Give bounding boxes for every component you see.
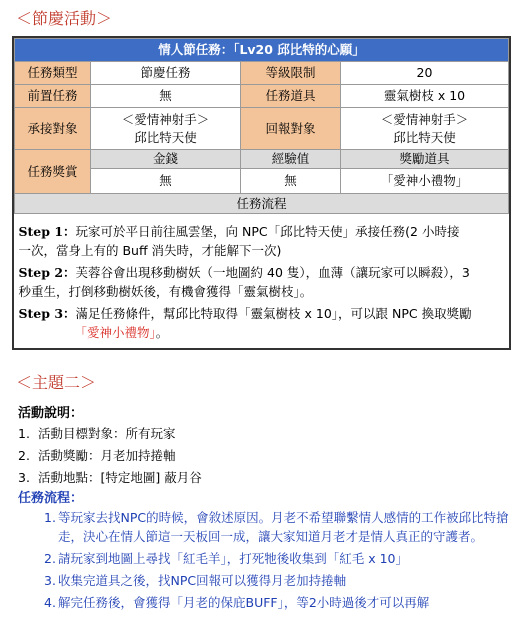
step-1-line1 bbox=[19, 222, 460, 241]
list-number: 2. bbox=[18, 448, 30, 463]
step-1-line2: 一次，當身上有的 Buff 消失時，才能解下一次) bbox=[18, 243, 282, 258]
report-value bbox=[341, 108, 509, 150]
list-number: 3. bbox=[44, 573, 56, 588]
list-item bbox=[18, 423, 202, 445]
step-1-text: 玩家可於平日前往風雲堡，向 NPC「邱比特天使」承接任務(2 小時接 bbox=[75, 224, 460, 239]
list-item bbox=[18, 467, 202, 489]
section-title-festival: ＜節慶活動＞ bbox=[16, 9, 113, 28]
accept-value-line1: ＜愛情神射手＞ bbox=[121, 111, 210, 127]
money-value: 無 bbox=[91, 169, 241, 194]
step-3-tag: Step 3： bbox=[18, 306, 76, 321]
list-item bbox=[18, 445, 202, 467]
list-number: 2. bbox=[44, 551, 56, 566]
list-number: 1. bbox=[18, 426, 30, 441]
activity-description-list bbox=[18, 423, 202, 489]
steps-block bbox=[15, 214, 509, 348]
list-text: 等玩家去找NPC的時候，會敘述原因。月老不希望聯繫情人感情的工作被邱比特搶走，決心在情人節這一天板回一成，讓大家知道月老才是情人真正的守護者。 bbox=[58, 510, 509, 544]
list-item bbox=[44, 508, 510, 546]
quest-table bbox=[12, 36, 511, 350]
report-label: 回報對象 bbox=[241, 108, 341, 150]
prereq-value: 無 bbox=[91, 85, 241, 108]
type-value: 節慶任務 bbox=[91, 62, 241, 85]
list-text: 解完任務後，會獲得「月老的保庇BUFF」，等2小時過後才可以再解 bbox=[58, 595, 430, 610]
accept-value-line2: 邱比特天使 bbox=[134, 129, 197, 145]
list-number: 1. bbox=[44, 510, 56, 525]
list-number: 4. bbox=[44, 595, 56, 610]
exp-label: 經驗值 bbox=[241, 150, 341, 169]
bonus-value: 「愛神小禮物」 bbox=[341, 169, 509, 194]
step-2-line2: 秒重生，打倒移動樹妖後，有機會獲得「靈氣樹枝」。 bbox=[18, 284, 313, 299]
level-value: 20 bbox=[341, 62, 509, 85]
item-label: 任務道具 bbox=[241, 85, 341, 108]
exp-value: 無 bbox=[241, 169, 341, 194]
report-value-line1: ＜愛情神射手＞ bbox=[380, 111, 469, 127]
list-item bbox=[44, 593, 510, 612]
level-label: 等級限制 bbox=[241, 62, 341, 85]
reward-label: 任務獎賞 bbox=[15, 150, 91, 194]
list-text: 活動地點：[特定地圖] 蔽月谷 bbox=[38, 470, 202, 485]
list-number: 3. bbox=[18, 470, 30, 485]
quest-table-header: 情人節任務：「Lv20 邱比特的心願」 bbox=[15, 39, 509, 62]
bonus-label: 獎勵道具 bbox=[341, 150, 509, 169]
report-value-line2: 邱比特天使 bbox=[393, 129, 456, 145]
gift-item-name: 「愛神小禮物」 bbox=[74, 325, 156, 340]
task-flow-title: 任務流程： bbox=[18, 491, 84, 506]
type-label: 任務類型 bbox=[15, 62, 91, 85]
list-item bbox=[44, 571, 510, 590]
step-1-tag: Step 1： bbox=[18, 224, 76, 239]
flow-header: 任務流程 bbox=[15, 194, 509, 214]
item-value: 靈氣樹枝 x 10 bbox=[341, 85, 509, 108]
activity-description-title: 活動說明： bbox=[18, 406, 84, 421]
step-3-line2 bbox=[75, 323, 169, 342]
accept-value bbox=[91, 108, 241, 150]
step-3-text: 滿足任務條件，幫邱比特取得「靈氣樹枝 x 10」，可以跟 NPC 換取獎勵 bbox=[75, 306, 472, 321]
step-2-tag: Step 2： bbox=[18, 265, 76, 280]
task-flow-list bbox=[44, 508, 510, 612]
list-text: 活動目標對象：所有玩家 bbox=[38, 426, 176, 441]
list-text: 活動獎勵：月老加持捲軸 bbox=[38, 448, 176, 463]
step-2-text: 芙蓉谷會出現移動樹妖（一地圖約 40 隻），血薄（讓玩家可以瞬殺），3 bbox=[75, 265, 470, 280]
prereq-label: 前置任務 bbox=[15, 85, 91, 108]
step-2-line1 bbox=[19, 263, 470, 282]
money-label: 金錢 bbox=[91, 150, 241, 169]
step-3-line1 bbox=[19, 304, 472, 323]
list-item bbox=[44, 549, 510, 568]
list-text: 請玩家到地圖上尋找「紅毛羊」，打死牠後收集到「紅毛 x 10」 bbox=[58, 551, 409, 566]
accept-label: 承接對象 bbox=[15, 108, 91, 150]
list-text: 收集完道具之後，找NPC回報可以獲得月老加持捲軸 bbox=[58, 573, 347, 588]
section-title-theme-2: ＜主題二＞ bbox=[16, 373, 97, 392]
step-3-line2-end: 。 bbox=[155, 325, 169, 340]
